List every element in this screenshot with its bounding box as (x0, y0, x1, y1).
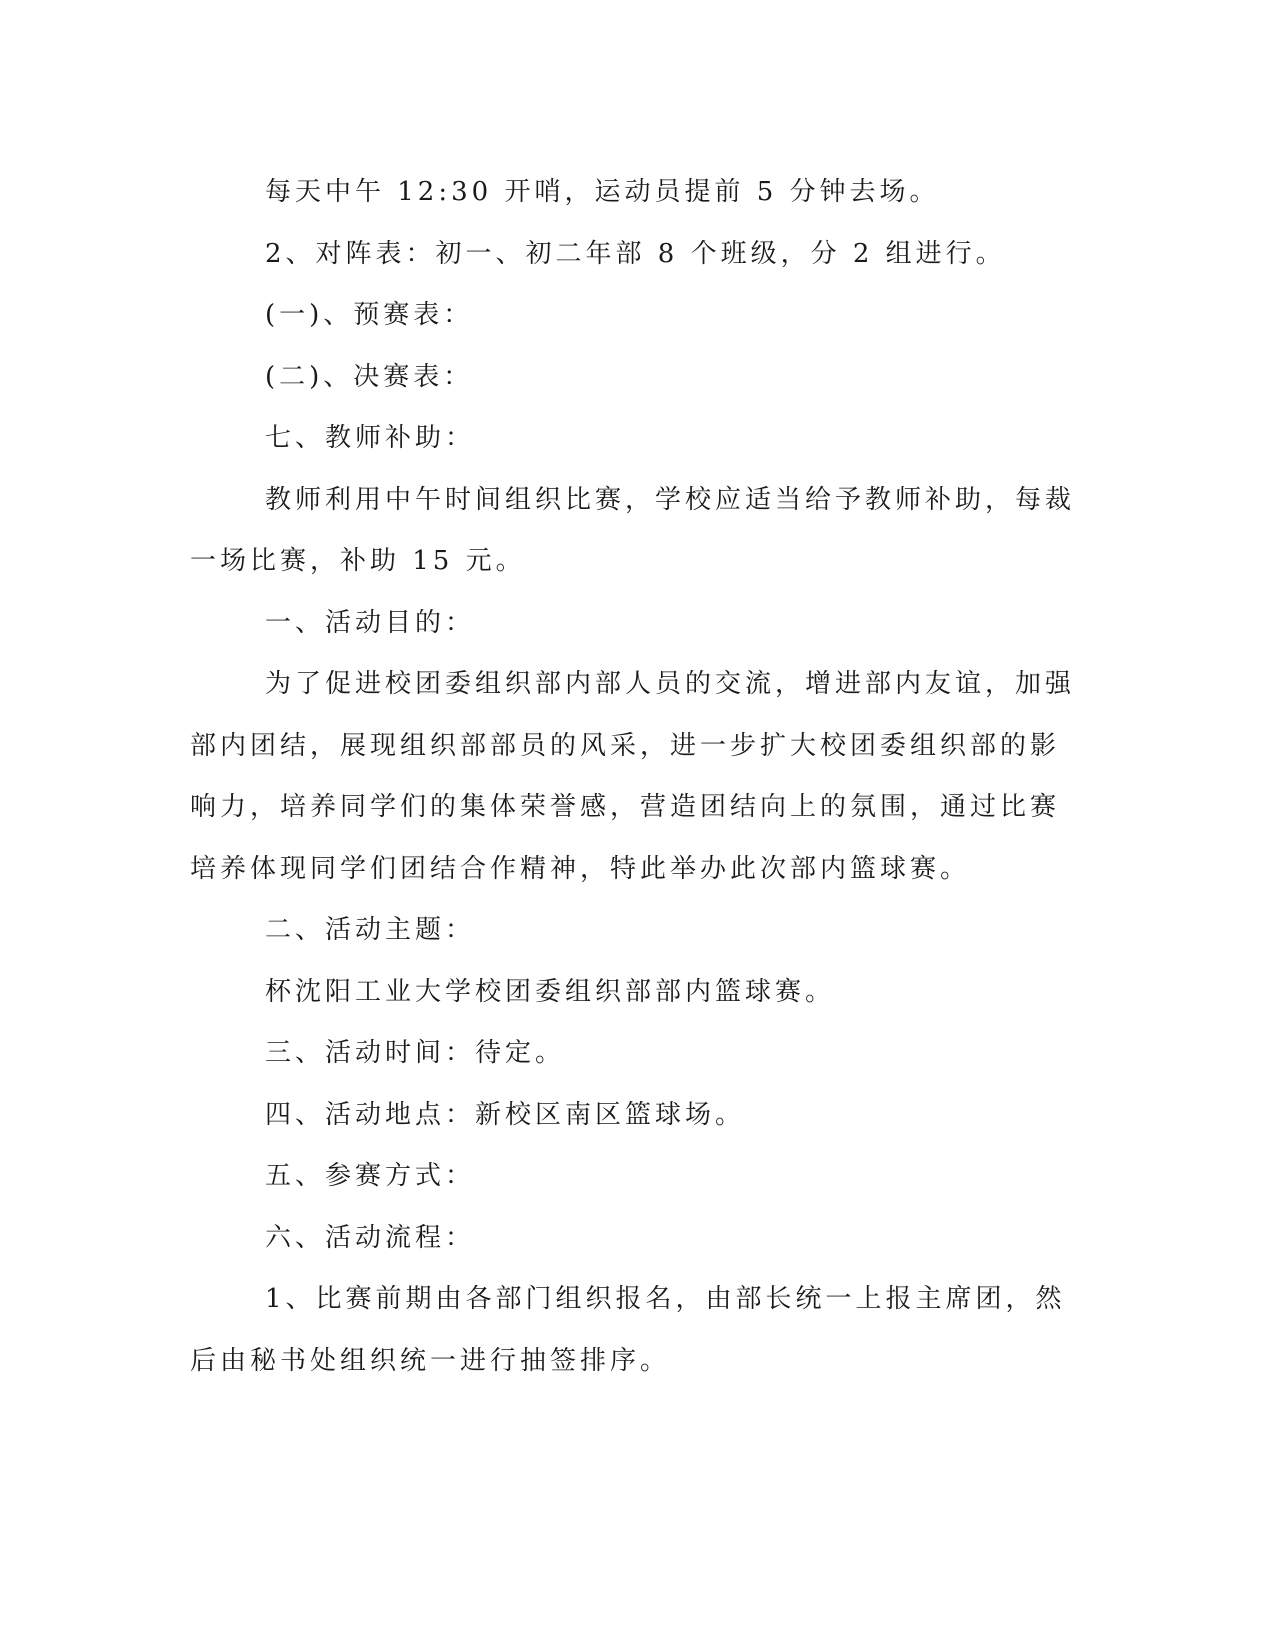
paragraph-teacher-subsidy: 教师利用中午时间组织比赛，学校应适当给予教师补助，每裁一场比赛，补助 15 元。 (190, 484, 1076, 576)
paragraph-activity-location: 四、活动地点：新校区南区篮球场。 (265, 1099, 746, 1130)
paragraph-activity-theme: 杯沈阳工业大学校团委组织部部内篮球赛。 (265, 976, 836, 1007)
paragraph-matchup-table: 2、对阵表：初一、初二年部 8 个班级，分 2 组进行。 (265, 238, 1006, 269)
heading-teacher-subsidy: 七、教师补助： (265, 423, 476, 453)
paragraph-registration-process: 1、比赛前期由各部门组织报名，由部长统一上报主席团，然后由秘书处组织统一进行抽签排序。 (190, 1284, 1066, 1376)
heading-participation-method: 五、参赛方式： (265, 1161, 476, 1191)
heading-activity-process: 六、活动流程： (265, 1222, 476, 1253)
paragraph-activity-purpose: 为了促进校团委组织部内部人员的交流，增进部内友谊，加强部内团结，展现组织部部员的风采，进一步扩大校团委组织部的影响力，培养同学们的集体荣誉感，营造团结向上的氛围，通过比赛培养体现同学们团结合作精神，特此举办此次部内篮球赛。 (190, 669, 1076, 884)
paragraph-preliminary-table: (一)、预赛表： (265, 300, 474, 330)
paragraph-final-table: (二)、决赛表： (265, 361, 474, 392)
heading-activity-theme: 二、活动主题： (265, 915, 476, 945)
paragraph-activity-time: 三、活动时间：待定。 (265, 1038, 566, 1068)
document-body (190, 162, 1080, 1392)
paragraph-schedule-time: 每天中午 12:30 开哨，运动员提前 5 分钟去场。 (265, 177, 940, 207)
heading-activity-purpose: 一、活动目的： (265, 607, 476, 638)
